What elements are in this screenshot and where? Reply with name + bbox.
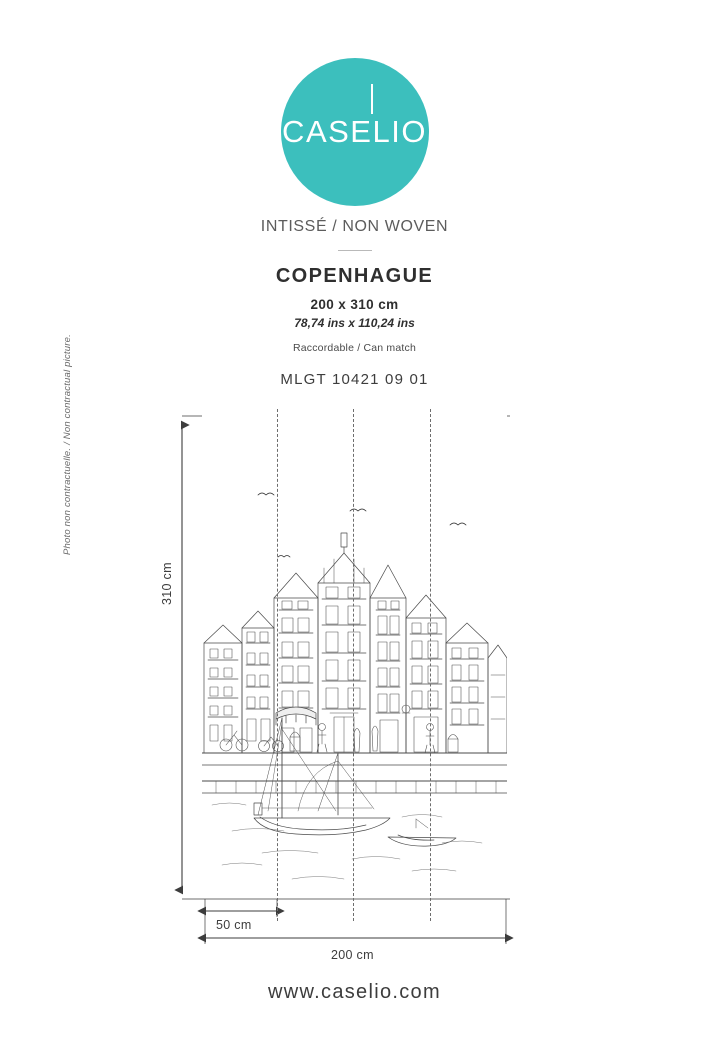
logo-wordmark: CASELIO (282, 114, 427, 149)
panel-separator-1 (277, 409, 278, 921)
support-type: INTISSÉ / NON WOVEN (260, 218, 449, 235)
panel-separator-2 (353, 409, 354, 921)
product-header (0, 218, 709, 388)
total-width-label: 200 cm (331, 948, 374, 962)
disclaimer-note: Photo non contractuelle. / Non contractual picture. (62, 334, 73, 555)
logo-tick-mark (371, 84, 373, 114)
brand-logo (0, 58, 709, 206)
divider (338, 250, 372, 251)
panel-separator-3 (430, 409, 431, 921)
matching-info: Raccordable / Can match (292, 342, 417, 354)
panel-width-label: 50 cm (216, 918, 252, 932)
logo-circle (281, 58, 429, 206)
dimensions-imperial: 78,74 ins x 110,24 ins (294, 316, 415, 330)
website-link[interactable]: www.caselio.com (268, 981, 441, 1003)
copenhagen-waterfront-drawing (202, 413, 507, 893)
product-reference: MLGT 10421 09 01 (280, 371, 429, 388)
height-dimension-label: 310 cm (160, 562, 174, 605)
mural-diagram (0, 405, 709, 965)
mural-illustration (202, 413, 507, 893)
page-title: COPENHAGUE (275, 265, 434, 287)
dimensions-metric: 200 x 310 cm (310, 297, 399, 312)
